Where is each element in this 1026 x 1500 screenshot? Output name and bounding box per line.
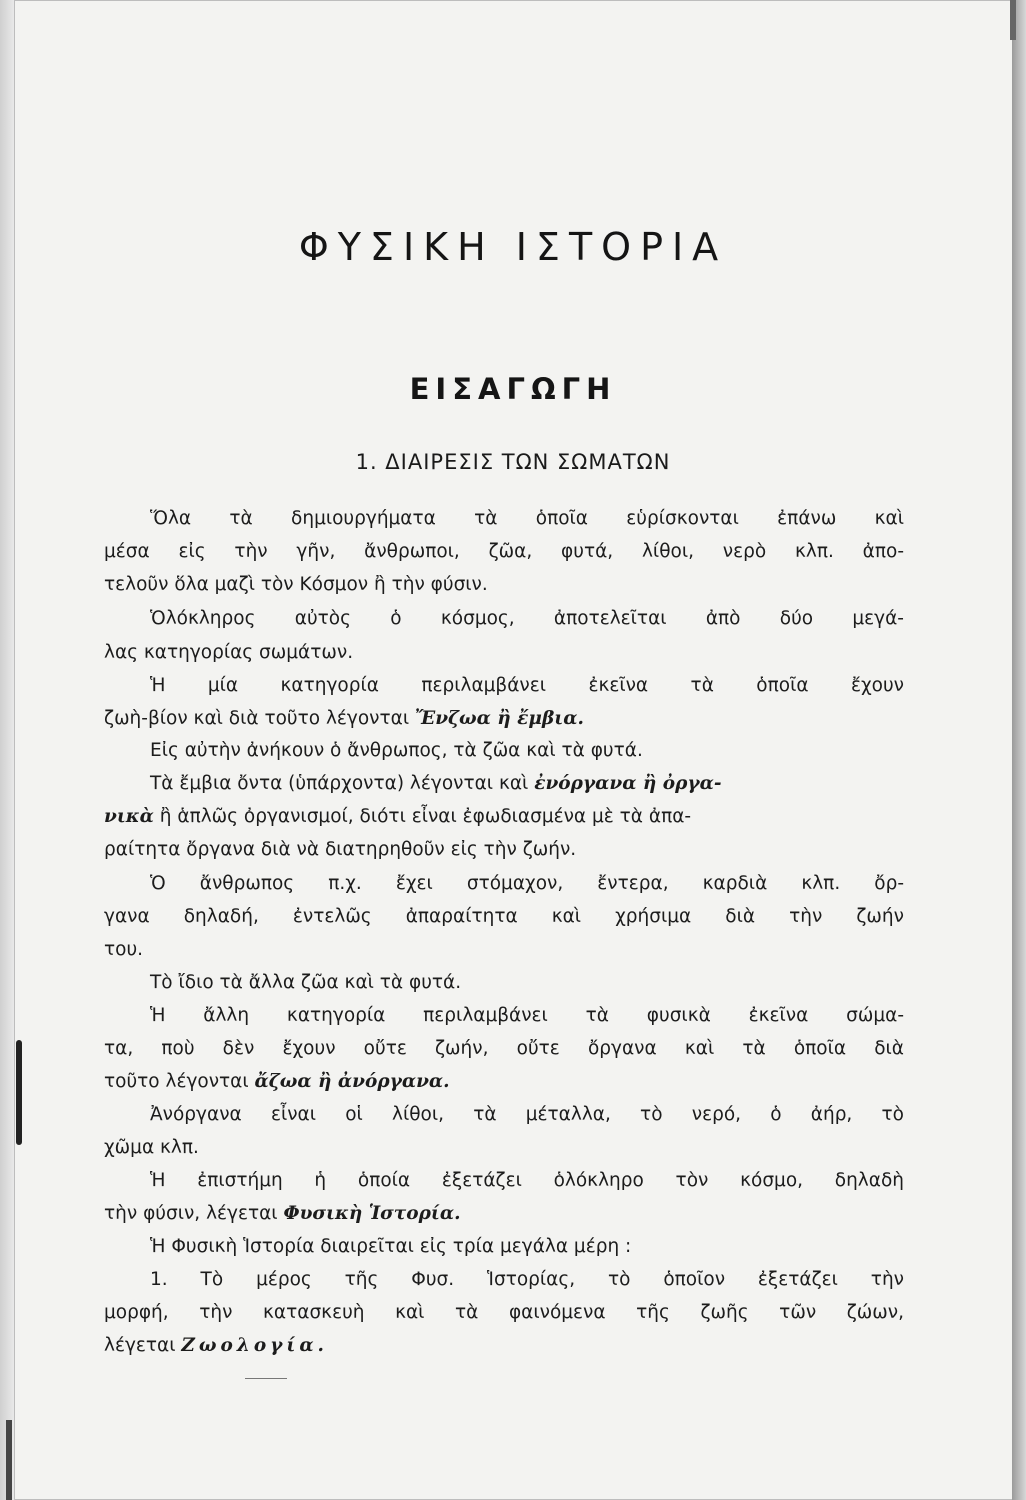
text-line: Ἡ Φυσικὴ Ἱστορία διαιρεῖται εἰς τρία μεγάλα μέρη : [150,1236,632,1257]
text-line: Ὁλόκληρος αὐτὸς ὁ κόσμος, ἀποτελεῖται ἀπὸ δύο μεγά- [150,608,904,629]
text-line: τελοῦν ὅλα μαζὶ τὸν Κόσμον ἢ τὴν φύσιν. [104,574,488,595]
term-organika: νικὰ [104,806,154,827]
text-line: τα, ποὺ δὲν ἔχουν οὔτε ζωήν, οὔτε ὄργανα καὶ τὰ ὁποῖα διὰ [104,1038,904,1059]
text-line: Εἰς αὐτὴν ἀνήκουν ὁ ἄνθρωπος, τὰ ζῶα καὶ τὰ φυτά. [150,740,643,761]
text-run: τὴν φύσιν, λέγεται [104,1203,278,1224]
text-line: γανα δηλαδή, ἐντελῶς ἀπαραίτητα καὶ χρήσιμα διὰ τὴν ζωήν [104,906,904,927]
text-run: ζωὴ-βίον καὶ διὰ τοῦτο λέγονται [104,708,410,729]
text-line: μορφή, τὴν κατασκευὴ καὶ τὰ φαινόμενα τῆς ζωῆς τῶν ζώων, [104,1302,904,1323]
text-line: Ὁ ἄνθρωπος π.χ. ἔχει στόμαχον, ἔντερα, καρδιὰ κλπ. ὄρ- [150,873,904,894]
text-line: μέσα εἰς τὴν γῆν, ἄνθρωποι, ζῶα, φυτά, λίθοι, νερὸ κλπ. ἀπο- [104,541,904,562]
scan-mark [16,1040,22,1145]
term-enzoa: Ἔνζωα ἢ ἔμβια. [414,708,584,729]
footnote-rule [245,1378,287,1379]
text-line: Ἡ ἐπιστήμη ἡ ὁποία ἐξετάζει ὁλόκληρο τὸν κόσμο, δηλαδὴ [150,1170,904,1191]
text-run: Τὰ ἔμβια ὄντα (ὑπάρχοντα) λέγονται καὶ [150,773,529,794]
term-enorgana: ἐνόργανα ἢ ὀργα- [534,773,722,794]
text-line: ραίτητα ὄργανα διὰ νὰ διατηρηθοῦν εἰς τὴν ζωήν. [104,839,577,860]
text-line [104,1070,904,1094]
text-line: του. [104,939,144,960]
chapter-heading: ΕΙΣΑΓΩΓΗ [409,372,617,406]
term-azoa: ἄζωα ἢ ἀνόργανα. [254,1071,450,1092]
text-line [104,707,904,731]
text-run: λέγεται [104,1335,176,1356]
text-line: λας κατηγορίας σωμάτων. [104,642,354,663]
text-line: 1. Τὸ μέρος τῆς Φυσ. Ἱστορίας, τὸ ὁποῖον ἐξετάζει τὴν [150,1269,904,1290]
text-run: ἢ ἁπλῶς ὀργανισμοί, διότι εἶναι ἐφωδιασμένα μὲ τὰ ἀπα- [159,806,692,827]
text-line [104,805,904,829]
text-line: Ἀνόργανα εἶναι οἱ λίθοι, τὰ μέταλλα, τὸ νερό, ὁ ἀήρ, τὸ [150,1104,904,1125]
scan-mark [6,1420,12,1500]
text-line [104,772,904,796]
text-line: χῶμα κλπ. [104,1137,199,1158]
text-line: Ὅλα τὰ δημιουργήματα τὰ ὁποῖα εὑρίσκονται ἐπάνω καὶ [150,508,904,529]
text-line: Ἡ ἄλλη κατηγορία περιλαμβάνει τὰ φυσικὰ ἐκεῖνα σώμα- [150,1005,904,1026]
text-line [104,1334,904,1358]
text-line: Τὸ ἴδιο τὰ ἄλλα ζῶα καὶ τὰ φυτά. [150,972,462,993]
text-line: Ἡ μία κατηγορία περιλαμβάνει ἐκεῖνα τὰ ὁποῖα ἔχουν [150,675,904,696]
term-zoologia: Ζωολογία. [181,1335,329,1356]
term-fysiki-istoria: Φυσικὴ Ἱστορία. [283,1203,461,1224]
scan-mark [1010,0,1016,40]
section-heading: 1. ΔΙΑΙΡΕΣΙΣ ΤΩΝ ΣΩΜΑΤΩΝ [355,450,671,474]
text-line [104,1202,904,1226]
text-run: τοῦτο λέγονται [104,1071,249,1092]
page-title: ΦΥΣΙΚΗ ΙΣΤΟΡΙΑ [298,225,728,269]
